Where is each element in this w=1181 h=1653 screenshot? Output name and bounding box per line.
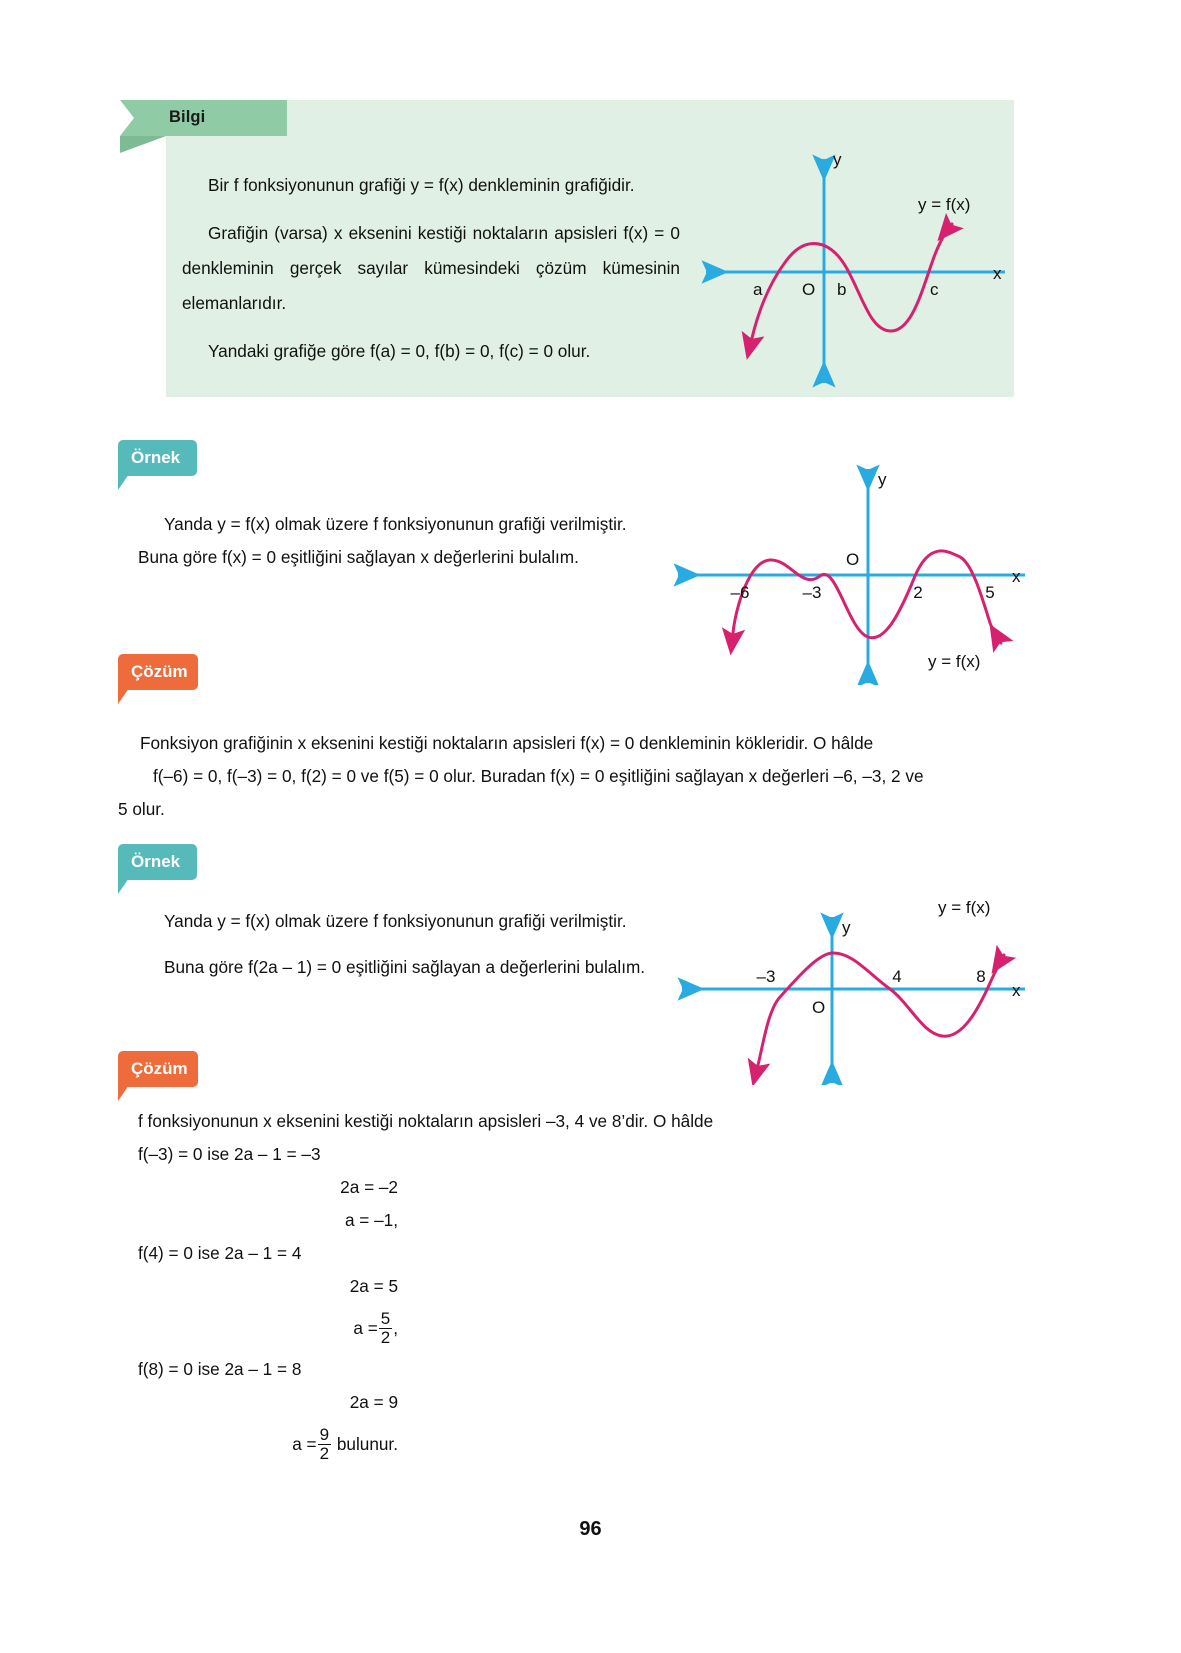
- graph-example-1-svg: [660, 455, 1030, 685]
- curve-label: y = f(x): [938, 898, 991, 917]
- example-1-tab: Örnek: [118, 440, 197, 476]
- example-2-text: [138, 905, 658, 984]
- example-1-paragraph-text: Yanda y = f(x) olmak üzere f fonksiyonunun grafiği verilmiştir. Buna göre f(x) = 0 eşitliğini sağlayan x değerlerini bulalım.: [138, 514, 627, 567]
- solution-1-text: [118, 727, 1078, 826]
- solution-1-tab-tail: [118, 688, 129, 704]
- x-tick-2: 2: [913, 583, 923, 602]
- graph-example-1: [660, 455, 1030, 685]
- origin-label: O: [812, 998, 826, 1017]
- solution-2-intro: f fonksiyonunun x eksenini kestiği noktaların apsisleri –3, 4 ve 8’dir. O hâlde: [138, 1111, 714, 1131]
- solution-2-step-3: a = –1,: [344, 1210, 398, 1230]
- fraction-nine-halves: [318, 1426, 331, 1463]
- fraction-denominator: 2: [319, 1443, 330, 1463]
- solution-2-step-6: [138, 1303, 398, 1353]
- info-tab-label: Bilgi: [169, 108, 206, 126]
- fraction-denominator: 2: [380, 1327, 391, 1347]
- x-tick-c: c: [930, 280, 939, 299]
- solution-2-tab: Çözüm: [118, 1051, 198, 1087]
- example-2-paragraph-1: [138, 905, 658, 938]
- x-axis-label: x: [993, 264, 1002, 283]
- graph-example-2-svg: [660, 865, 1030, 1085]
- solution-1-tab: Çözüm: [118, 654, 198, 690]
- x-tick-b: b: [837, 280, 847, 299]
- solution-2-step-9: [138, 1419, 398, 1469]
- x-axis-label: x: [1012, 981, 1021, 1000]
- solution-2-work: [138, 1105, 714, 1469]
- origin-label: O: [802, 280, 816, 299]
- x-tick-minus3: –3: [802, 583, 822, 602]
- solution-2-step-8: 2a = 9: [349, 1392, 398, 1412]
- solution-1-line-2: f(–6) = 0, f(–3) = 0, f(2) = 0 ve f(5) = 0 olur. Buradan f(x) = 0 eşitliğini sağlayan x değerleri –6, –3, 2 ve: [153, 766, 924, 786]
- info-paragraph-3-text: Yandaki grafiğe göre f(a) = 0, f(b) = 0, f(c) = 0 olur.: [208, 341, 591, 361]
- solution-2-step-9-suffix: bulunur.: [332, 1434, 398, 1454]
- example-2-tab: Örnek: [118, 844, 197, 880]
- solution-1-line-1: Fonksiyon grafiğinin x eksenini kestiği noktaların apsisleri f(x) = 0 denkleminin kökleridir. O hâlde: [140, 733, 874, 753]
- info-paragraph-1: [182, 168, 680, 203]
- x-tick-8: 8: [976, 967, 986, 986]
- info-tab-wing: [120, 100, 166, 136]
- solution-2-step-6-label: a =: [353, 1318, 378, 1338]
- example-1-tab-tail: [118, 474, 129, 490]
- x-tick-4: 4: [892, 967, 902, 986]
- example-1-paragraph: [138, 508, 658, 574]
- function-curve: [758, 953, 1004, 1065]
- x-tick-minus3: –3: [756, 967, 776, 986]
- fraction-numerator: 5: [380, 1309, 391, 1329]
- origin-label: O: [846, 550, 860, 569]
- example-2-paragraph-2: [138, 951, 658, 984]
- info-box-text: [182, 168, 680, 382]
- info-paragraph-3: [182, 334, 680, 369]
- curve-label: y = f(x): [928, 652, 981, 671]
- graph-info: [690, 145, 1010, 390]
- solution-2-step-9-label: a =: [292, 1434, 317, 1454]
- x-axis-label: x: [1012, 567, 1021, 586]
- fraction-five-halves: [379, 1310, 392, 1347]
- info-paragraph-2-text: Grafiğin (varsa) x eksenini kestiği noktaların apsisleri f(x) = 0 denkleminin gerçek sayılar kümesindeki çözüm kümesinin elemanlarıdır.: [182, 223, 680, 313]
- solution-2-step-4: f(4) = 0 ise 2a – 1 = 4: [138, 1243, 302, 1263]
- example-2-tab-tail: [118, 878, 129, 894]
- curve-label: y = f(x): [918, 195, 971, 214]
- info-tab-fold: [120, 136, 166, 153]
- page-number: 96: [579, 1518, 602, 1540]
- x-tick-minus6: –6: [730, 583, 750, 602]
- y-axis-label: y: [842, 918, 851, 937]
- solution-2-step-7: f(8) = 0 ise 2a – 1 = 8: [138, 1359, 302, 1379]
- example-1-text: [138, 508, 658, 574]
- example-2-paragraph-2-text: Buna göre f(2a – 1) = 0 eşitliğini sağlayan a değerlerini bulalım.: [164, 957, 646, 977]
- graph-info-svg: [690, 145, 1010, 390]
- graph-example-2: [660, 865, 1030, 1085]
- example-2-paragraph-1-text: Yanda y = f(x) olmak üzere f fonksiyonunun grafiği verilmiştir.: [164, 911, 627, 931]
- function-curve: [752, 224, 952, 338]
- solution-1-line-3: 5 olur.: [118, 799, 165, 819]
- x-tick-5: 5: [985, 583, 995, 602]
- solution-2-step-6-suffix: ,: [393, 1318, 398, 1338]
- solution-2-step-2: 2a = –2: [340, 1177, 398, 1197]
- y-axis-label: y: [878, 470, 887, 489]
- solution-2-step-5: 2a = 5: [349, 1276, 398, 1296]
- solution-2-step-1: f(–3) = 0 ise 2a – 1 = –3: [138, 1144, 321, 1164]
- x-tick-a: a: [753, 280, 763, 299]
- info-paragraph-1-text: Bir f fonksiyonunun grafiği y = f(x) denkleminin grafiğidir.: [208, 175, 635, 195]
- y-axis-label: y: [833, 150, 842, 169]
- info-paragraph-2: [182, 216, 680, 321]
- fraction-numerator: 9: [319, 1425, 330, 1445]
- solution-2-tab-tail: [118, 1085, 129, 1101]
